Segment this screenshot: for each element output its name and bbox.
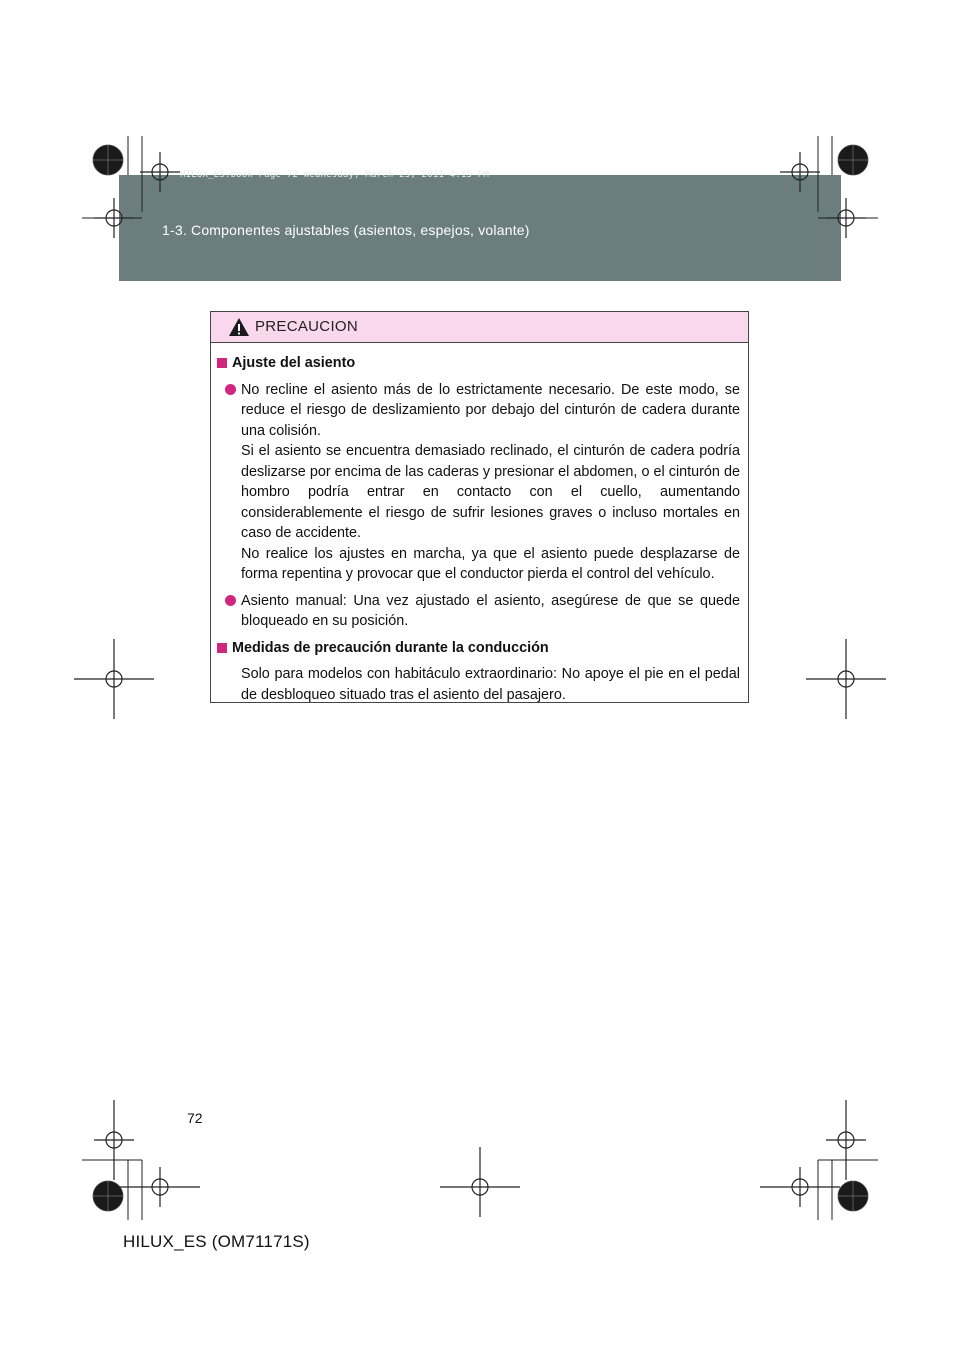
heading-seat-adjustment: Ajuste del asiento xyxy=(232,355,356,371)
list-item xyxy=(225,380,740,585)
square-bullet-icon xyxy=(217,358,227,368)
round-bullet-icon xyxy=(225,595,236,606)
square-bullet-icon xyxy=(217,643,227,653)
heading-driving-precautions: Medidas de precaución durante la conducción xyxy=(232,639,549,656)
footer-code: HILUX_ES (OM71171S) xyxy=(123,1232,310,1251)
list-item xyxy=(225,591,740,632)
section-heading xyxy=(217,353,740,374)
paragraph: Solo para modelos con habitáculo extraordinario: No apoye el pie en el pedal de desbloqueo situado tras el asiento del pasajero. xyxy=(241,666,740,703)
caution-box xyxy=(210,311,749,703)
caution-body xyxy=(211,343,748,705)
section-title: 1-3. Componentes ajustables (asientos, espejos, volante) xyxy=(162,222,530,238)
section-heading xyxy=(217,638,740,659)
caution-header xyxy=(211,312,748,343)
caution-label: PRECAUCION xyxy=(255,318,359,335)
print-stamp: HILUX_ES.book Page 72 Wednesday, March 23, 2011 4:15 PM xyxy=(180,170,490,180)
paragraph: Si el asiento se encuentra demasiado reclinado, el cinturón de cadera podría deslizarse por encima de las caderas y presionar el abdomen, o el cinturón de hombro podría entrar en contacto con el cuello, aumentando considerablemente el riesgo de sufrir lesiones graves o incluso mortales en caso de accidente. xyxy=(241,443,740,541)
paragraph: Asiento manual: Una vez ajustado el asiento, asegúrese de que se quede bloqueado en su posición. xyxy=(241,592,740,629)
paragraph: No recline el asiento más de lo estrictamente necesario. De este modo, se reduce el riesgo de deslizamiento por debajo del cinturón de cadera durante una colisión. xyxy=(241,381,740,439)
page-number: 72 xyxy=(187,1110,203,1126)
warning-triangle-icon xyxy=(228,317,250,337)
round-bullet-icon xyxy=(225,384,236,395)
paragraph: No realice los ajustes en marcha, ya que el asiento puede desplazarse de forma repentina y provocar que el conductor pierda el control del vehículo. xyxy=(241,545,740,582)
